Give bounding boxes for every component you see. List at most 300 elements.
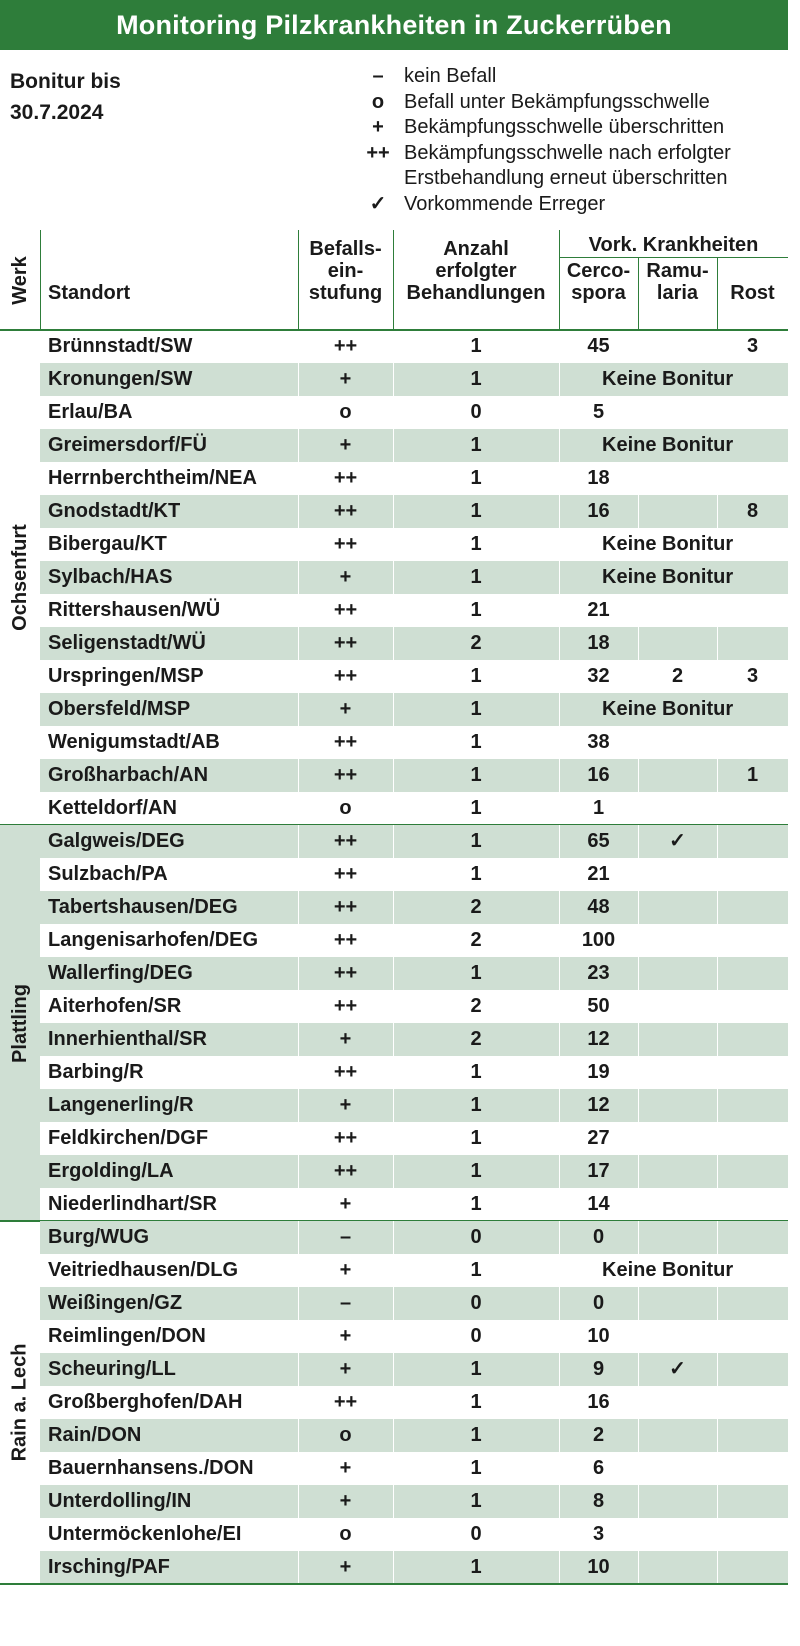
cell-cercospora: 45 [587, 335, 610, 357]
cell-befallseinstufung: + [298, 1551, 393, 1584]
cell-cercospora: 18 [587, 467, 610, 489]
cell-anzahl-behandlungen: 2 [470, 995, 482, 1017]
cell-separator [638, 891, 639, 924]
cell-standort: Weißingen/GZ [40, 1287, 298, 1320]
cell-ramularia [638, 330, 717, 363]
cell-standort: Urspringen/MSP [48, 665, 204, 687]
cell-standort: Tabertshausen/DEG [40, 891, 298, 924]
cell-anzahl-behandlungen: 1 [470, 533, 482, 555]
table-row [0, 693, 788, 726]
table-row [0, 396, 788, 429]
table-row [0, 1452, 788, 1485]
cell-rost [717, 1023, 788, 1056]
cell-rost: 3 [746, 335, 759, 357]
cell-befallseinstufung: o [339, 1523, 352, 1545]
cell-anzahl-behandlungen: 1 [470, 599, 482, 621]
cell-ramularia [638, 759, 717, 792]
cell-rost [717, 1419, 788, 1452]
cell-anzahl-behandlungen: 1 [393, 1551, 559, 1584]
cell-standort: Herrnberchtheim/NEA [48, 467, 257, 489]
cell-separator [559, 363, 560, 396]
cell-rost [717, 1221, 788, 1254]
cell-anzahl-behandlungen: 1 [393, 495, 559, 528]
cell-separator [393, 1023, 394, 1056]
cell-anzahl-behandlungen: 1 [470, 1391, 482, 1413]
cell-cercospora: 21 [587, 599, 610, 621]
cell-befallseinstufung: + [298, 1485, 393, 1518]
cell-separator [717, 1089, 718, 1122]
cell-cercospora: 27 [587, 1127, 610, 1149]
cell-standort: Großberghofen/DAH [48, 1391, 243, 1413]
legend-text: kein Befall [404, 65, 497, 87]
header-vork-krankheiten: Vork. Krankheiten [588, 234, 759, 256]
table-row [0, 957, 788, 990]
cell-cercospora: 18 [559, 627, 638, 660]
cell-separator [638, 759, 639, 792]
cell-rost [717, 1188, 788, 1221]
cell-anzahl-behandlungen: 2 [393, 891, 559, 924]
cell-befallseinstufung: ++ [298, 627, 393, 660]
cell-befallseinstufung: – [298, 1287, 393, 1320]
cell-standort: Erlau/BA [48, 401, 133, 423]
cell-separator [393, 1485, 394, 1518]
cell-ramularia [638, 462, 717, 495]
table-row [0, 1056, 788, 1089]
cell-cercospora: 10 [559, 1551, 638, 1584]
cell-separator [393, 957, 394, 990]
cell-cercospora: 1 [592, 797, 605, 819]
cell-befallseinstufung: ++ [298, 495, 393, 528]
header-standort: Standort [48, 282, 131, 304]
cell-keine-bonitur: Keine Bonitur [559, 429, 788, 462]
cell-befallseinstufung: + [298, 1089, 393, 1122]
cell-separator [717, 1155, 718, 1188]
cell-anzahl-behandlungen: 1 [470, 797, 482, 819]
cell-cercospora: 3 [592, 1523, 605, 1545]
table-row [0, 1287, 788, 1320]
header-cercospora: Cerco- spora [566, 260, 631, 304]
cell-cercospora: 16 [587, 1391, 610, 1413]
cell-separator [393, 825, 394, 858]
cell-separator [393, 1551, 394, 1584]
cell-rost [717, 1320, 788, 1353]
cell-separator [393, 1287, 394, 1320]
cell-rost: 8 [717, 495, 788, 528]
cell-ramularia [638, 990, 717, 1023]
cell-ramularia [638, 1551, 717, 1584]
header-anzahl: Anzahl erfolgter Behandlungen [406, 238, 546, 304]
table-row [0, 726, 788, 759]
table-row [0, 759, 788, 792]
cell-standort: Seligenstadt/WÜ [40, 627, 298, 660]
check-icon: ✓ [638, 1353, 717, 1386]
cell-separator [717, 957, 718, 990]
cell-rost [717, 825, 788, 858]
cell-rost [717, 1353, 788, 1386]
cell-separator [298, 1551, 299, 1584]
cell-rost [717, 1056, 788, 1089]
cell-separator [298, 891, 299, 924]
cell-befallseinstufung: o [339, 797, 352, 819]
cell-anzahl-behandlungen: 2 [393, 1023, 559, 1056]
cell-befallseinstufung: ++ [298, 891, 393, 924]
cell-ramularia [638, 495, 717, 528]
werk-name: Plattling [8, 983, 31, 1063]
cell-rost [717, 792, 788, 825]
cell-ramularia [638, 1056, 717, 1089]
table-row [0, 594, 788, 627]
cell-separator [717, 627, 718, 660]
cell-separator [298, 759, 299, 792]
cell-cercospora: 65 [559, 825, 638, 858]
cell-anzahl-behandlungen: 1 [470, 731, 482, 753]
cell-befallseinstufung: ++ [298, 957, 393, 990]
cell-anzahl-behandlungen: 1 [470, 1259, 482, 1281]
cell-rost [717, 990, 788, 1023]
cell-befallseinstufung: ++ [333, 533, 358, 555]
cell-cercospora: 17 [559, 1155, 638, 1188]
cell-separator [638, 1353, 639, 1386]
cell-standort: Rittershausen/WÜ [48, 599, 221, 621]
cell-separator [717, 1221, 718, 1254]
cell-ramularia [638, 726, 717, 759]
cell-standort: Unterdolling/IN [40, 1485, 298, 1518]
header-divider [298, 230, 299, 330]
cell-separator [393, 429, 394, 462]
cell-standort: Reimlingen/DON [48, 1325, 206, 1347]
cell-separator [717, 1419, 718, 1452]
cell-separator [298, 1419, 299, 1452]
cell-separator [393, 1353, 394, 1386]
cell-separator [559, 1155, 560, 1188]
cell-ramularia [638, 1221, 717, 1254]
cell-cercospora: 8 [559, 1485, 638, 1518]
table-row [0, 429, 788, 462]
cell-befallseinstufung: ++ [298, 1155, 393, 1188]
cell-separator [717, 825, 718, 858]
table-row [0, 1089, 788, 1122]
cell-cercospora: 23 [559, 957, 638, 990]
cell-anzahl-behandlungen: 0 [393, 1287, 559, 1320]
cell-separator [559, 693, 560, 726]
cell-separator [559, 561, 560, 594]
cell-befallseinstufung: + [339, 1259, 352, 1281]
cell-cercospora: 50 [587, 995, 610, 1017]
table-row [0, 1419, 788, 1452]
cell-cercospora: 48 [559, 891, 638, 924]
table-row [0, 1320, 788, 1353]
header-divider [559, 230, 560, 330]
cell-ramularia [638, 1518, 717, 1551]
cell-standort: Wenigumstadt/AB [48, 731, 220, 753]
cell-ramularia [638, 594, 717, 627]
cell-separator [298, 957, 299, 990]
legend [352, 64, 731, 217]
cell-separator [638, 1089, 639, 1122]
cell-cercospora: 32 [587, 665, 610, 687]
cell-separator [559, 1419, 560, 1452]
cell-befallseinstufung: + [298, 693, 393, 726]
legend-text: Bekämpfungsschwelle nach erfolgter [404, 141, 731, 164]
cell-rost [717, 891, 788, 924]
table-row [0, 1518, 788, 1551]
cell-ramularia [638, 1485, 717, 1518]
cell-standort: Feldkirchen/DGF [48, 1127, 209, 1149]
bonitur-date: 30.7.2024 [10, 101, 104, 124]
cell-rost [717, 726, 788, 759]
cell-ramularia [638, 396, 717, 429]
cell-separator [638, 495, 639, 528]
cell-standort: Irsching/PAF [40, 1551, 298, 1584]
cell-rost [717, 1485, 788, 1518]
header-subdivider [559, 257, 788, 258]
cell-separator [298, 1155, 299, 1188]
cell-separator [298, 1485, 299, 1518]
cell-standort: Kronungen/SW [40, 363, 298, 396]
cell-separator [717, 1551, 718, 1584]
cell-separator [717, 1023, 718, 1056]
table-row [0, 1254, 788, 1287]
cell-separator [559, 759, 560, 792]
cell-ramularia [638, 627, 717, 660]
cell-standort: Ergolding/LA [40, 1155, 298, 1188]
table-row [0, 528, 788, 561]
cell-standort: Niederlindhart/SR [48, 1193, 217, 1215]
legend-text: Bekämpfungsschwelle überschritten [404, 116, 725, 138]
cell-ramularia: 2 [671, 665, 684, 687]
cell-separator [559, 1353, 560, 1386]
cell-rost [717, 1089, 788, 1122]
cell-rost [717, 594, 788, 627]
cell-separator [638, 627, 639, 660]
cell-separator [638, 1419, 639, 1452]
cell-befallseinstufung: ++ [333, 863, 358, 885]
cell-standort: Bauernhansens./DON [48, 1457, 254, 1479]
legend-text-continued: Erstbehandlung erneut überschritten [404, 167, 728, 189]
table-row [0, 1221, 788, 1254]
cell-keine-bonitur: Keine Bonitur [602, 1259, 734, 1281]
cell-separator [298, 1089, 299, 1122]
cell-rost [717, 858, 788, 891]
cell-befallseinstufung: + [298, 1353, 393, 1386]
cell-separator [559, 1221, 560, 1254]
table-row [0, 990, 788, 1023]
header-rost: Rost [730, 282, 775, 304]
cell-befallseinstufung: + [339, 1457, 352, 1479]
cell-anzahl-behandlungen: 1 [393, 825, 559, 858]
table-row [0, 825, 788, 858]
cell-separator [559, 495, 560, 528]
cell-standort: Gnodstadt/KT [40, 495, 298, 528]
cell-separator [298, 1287, 299, 1320]
cell-separator [638, 1287, 639, 1320]
cell-anzahl-behandlungen: 1 [470, 1061, 482, 1083]
cell-separator [393, 759, 394, 792]
cell-separator [559, 1023, 560, 1056]
cell-anzahl-behandlungen: 1 [470, 335, 482, 357]
cell-separator [393, 1089, 394, 1122]
cell-standort: Barbing/R [48, 1061, 144, 1083]
cell-befallseinstufung: – [298, 1221, 393, 1254]
cell-rost [717, 1386, 788, 1419]
cell-befallseinstufung: ++ [333, 1127, 358, 1149]
cell-separator [393, 561, 394, 594]
table-row [0, 1386, 788, 1419]
cell-rost [717, 396, 788, 429]
cell-rost [717, 1518, 788, 1551]
cell-keine-bonitur: Keine Bonitur [559, 561, 788, 594]
cell-separator [298, 627, 299, 660]
cell-cercospora: 12 [559, 1023, 638, 1056]
legend-item [352, 64, 731, 90]
legend-item [352, 90, 731, 116]
cell-standort: Galgweis/DEG [40, 825, 298, 858]
cell-standort: Innerhienthal/SR [40, 1023, 298, 1056]
cell-cercospora: 5 [592, 401, 605, 423]
cell-separator [393, 1155, 394, 1188]
cell-cercospora: 12 [559, 1089, 638, 1122]
cell-befallseinstufung: ++ [333, 1391, 358, 1413]
cell-anzahl-behandlungen: 1 [393, 759, 559, 792]
header-divider [393, 230, 394, 330]
cell-standort: Brünnstadt/SW [48, 335, 193, 357]
cell-ramularia [638, 792, 717, 825]
cell-standort: Langenerling/R [40, 1089, 298, 1122]
cell-standort: Sulzbach/PA [48, 863, 168, 885]
cell-ramularia [638, 1155, 717, 1188]
cell-cercospora: 16 [559, 495, 638, 528]
cell-separator [393, 627, 394, 660]
cell-anzahl-behandlungen: 0 [470, 401, 482, 423]
cell-separator [393, 1419, 394, 1452]
cell-ramularia [638, 1023, 717, 1056]
cell-standort: Obersfeld/MSP [40, 693, 298, 726]
cell-cercospora: 0 [559, 1221, 638, 1254]
table-bottom-border [0, 1583, 788, 1585]
cell-befallseinstufung: o [298, 1419, 393, 1452]
cell-anzahl-behandlungen: 1 [470, 665, 482, 687]
table-row [0, 792, 788, 825]
cell-ramularia [638, 1089, 717, 1122]
legend-symbol: o [371, 90, 385, 113]
cell-anzahl-behandlungen: 1 [393, 957, 559, 990]
cell-befallseinstufung: ++ [333, 599, 358, 621]
cell-separator [298, 693, 299, 726]
legend-symbol: ++ [366, 141, 390, 164]
cell-standort: Wallerfing/DEG [40, 957, 298, 990]
cell-standort: Scheuring/LL [40, 1353, 298, 1386]
werk-name: Ochsenfurt [8, 524, 31, 631]
legend-item [352, 141, 731, 167]
legend-text: Vorkommende Erreger [404, 192, 606, 215]
cell-anzahl-behandlungen: 1 [393, 1485, 559, 1518]
cell-standort: Greimersdorf/FÜ [40, 429, 298, 462]
table-row [0, 462, 788, 495]
cell-separator [717, 759, 718, 792]
cell-separator [638, 1551, 639, 1584]
cell-ramularia [638, 1386, 717, 1419]
cell-anzahl-behandlungen: 2 [393, 627, 559, 660]
table-row [0, 495, 788, 528]
cell-separator [638, 957, 639, 990]
cell-rost [717, 924, 788, 957]
werk-label [0, 330, 40, 825]
cell-anzahl-behandlungen: 0 [470, 1325, 482, 1347]
cell-ramularia [638, 1320, 717, 1353]
table-row [0, 1023, 788, 1056]
cell-separator [559, 429, 560, 462]
cell-separator [298, 429, 299, 462]
cell-cercospora: 38 [587, 731, 610, 753]
cell-anzahl-behandlungen: 1 [470, 467, 482, 489]
table-row [0, 1155, 788, 1188]
cell-separator [638, 1485, 639, 1518]
cell-standort: Sylbach/HAS [40, 561, 298, 594]
cell-befallseinstufung: ++ [333, 665, 358, 687]
cell-anzahl-behandlungen: 1 [393, 429, 559, 462]
table-header [0, 230, 788, 330]
legend-item [352, 115, 731, 141]
cell-anzahl-behandlungen: 1 [470, 863, 482, 885]
cell-separator [298, 561, 299, 594]
bonitur-date-block [10, 66, 121, 128]
cell-separator [717, 1287, 718, 1320]
cell-separator [717, 495, 718, 528]
cell-befallseinstufung: ++ [333, 1061, 358, 1083]
cell-separator [393, 693, 394, 726]
table-row [0, 1551, 788, 1584]
cell-separator [298, 495, 299, 528]
cell-ramularia [638, 957, 717, 990]
cell-rost: 1 [717, 759, 788, 792]
header-werk: Werk [8, 255, 31, 305]
cell-separator [559, 825, 560, 858]
cell-ramularia [638, 891, 717, 924]
cell-separator [559, 627, 560, 660]
cell-rost: 3 [746, 665, 759, 687]
cell-anzahl-behandlungen: 1 [393, 693, 559, 726]
legend-item [352, 192, 731, 218]
cell-ramularia [638, 1122, 717, 1155]
check-icon: ✓ [638, 825, 717, 858]
cell-separator [638, 1023, 639, 1056]
werk-label [0, 825, 40, 1221]
cell-rost [717, 1122, 788, 1155]
check-icon: ✓ [369, 192, 387, 215]
table-row [0, 1122, 788, 1155]
cell-separator [559, 957, 560, 990]
cell-befallseinstufung: ++ [333, 995, 358, 1017]
header-divider [638, 258, 639, 330]
cell-cercospora: 0 [559, 1287, 638, 1320]
cell-anzahl-behandlungen: 1 [393, 1419, 559, 1452]
cell-anzahl-behandlungen: 1 [393, 1353, 559, 1386]
bonitur-label: Bonitur bis [10, 70, 121, 93]
cell-befallseinstufung: + [298, 1023, 393, 1056]
cell-ramularia [638, 1188, 717, 1221]
cell-standort: Langenisarhofen/DEG [48, 929, 259, 951]
cell-separator [393, 1221, 394, 1254]
cell-befallseinstufung: + [339, 1325, 352, 1347]
cell-separator [559, 1287, 560, 1320]
cell-separator [559, 1485, 560, 1518]
header-divider [40, 230, 41, 330]
header-divider [717, 258, 718, 330]
cell-standort: Veitriedhausen/DLG [48, 1259, 239, 1281]
cell-befallseinstufung: + [298, 561, 393, 594]
cell-befallseinstufung: o [339, 401, 352, 423]
cell-ramularia [638, 924, 717, 957]
